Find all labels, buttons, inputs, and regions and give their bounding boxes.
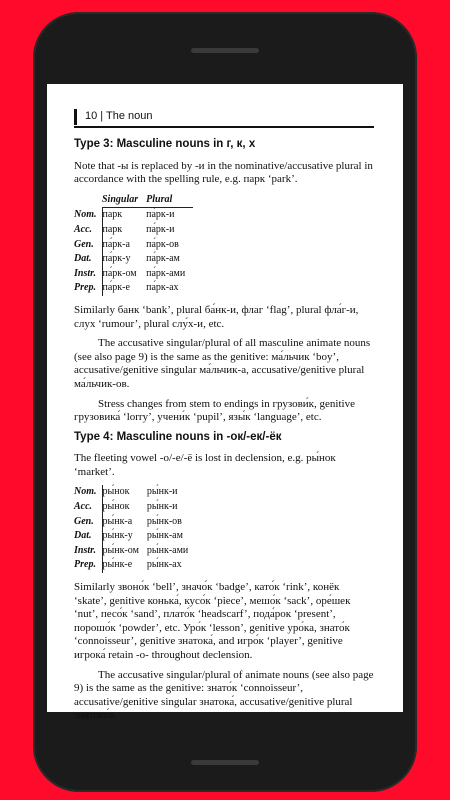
case-label: Gen.	[74, 238, 102, 253]
running-head: 10 | The noun	[85, 110, 153, 123]
plural-form: ры́нк-ов	[146, 515, 182, 527]
singular-form: ры́нок	[102, 486, 130, 498]
plural-form: ры́нк-ами	[146, 544, 189, 556]
plural-form: па́рк-ам	[146, 253, 180, 265]
table-row	[74, 500, 196, 515]
page-header	[74, 108, 374, 128]
section-4-intro: The fleeting vowel -о/-е/-ё is lost in declension, e.g. ры́нок ‘market’.	[74, 452, 336, 478]
case-label: Instr.	[74, 544, 102, 559]
case-label: Instr.	[74, 267, 102, 282]
table-row	[74, 529, 196, 544]
singular-form: ры́нк-е	[102, 559, 133, 571]
plural-form: па́рк-ами	[146, 267, 186, 279]
singular-form: па́рк-а	[102, 238, 130, 250]
singular-form: ры́нок	[102, 501, 130, 513]
case-label: Prep.	[74, 281, 102, 296]
singular-form: па́рк-ом	[102, 267, 137, 279]
section-3-para-2: The accusative singular/plural of all masculine animate nouns (see also page 9) is the same as the genitive: ма́льчик ‘boy’, accusative/genitive singular ма́льчик-а, accusative/genitive plural ма́льчик-ов.	[74, 337, 371, 390]
top-speaker	[191, 48, 259, 53]
plural-form: ры́нк-ам	[146, 530, 183, 542]
col-plural: Plural	[146, 193, 193, 208]
plural-form: па́рк-ах	[146, 282, 179, 294]
table-row	[74, 281, 193, 296]
col-singular: Singular	[102, 193, 146, 208]
plural-form: ры́нк-и	[146, 486, 178, 498]
table-row	[74, 267, 193, 282]
section-3-intro: Note that -ы is replaced by -и in the nominative/accusative plural in accordance with the spelling rule, e.g. парк ‘park’.	[74, 159, 373, 186]
section-3-title: Type 3: Masculine nouns in г, к, х	[74, 138, 256, 150]
case-label: Dat.	[74, 529, 102, 544]
table-row	[74, 208, 193, 223]
case-label: Acc.	[74, 223, 102, 238]
singular-form: ры́нк-а	[102, 515, 133, 527]
table-row	[74, 223, 193, 238]
section-4-para-1: Similarly звоно́к ‘bell’, значо́к ‘badge’, като́к ‘rink’, конёк ‘skate’, genitive конька́, кусо́к ‘piece’, мешо́к ‘sack’, оре́шек ‘nut’, песо́к ‘sand’, плато́к ‘headscarf’, пода́рок ‘present’, порошо́к ‘powder’, etc. Уро́к ‘lesson’, genitive уро́ка, знато́к ‘connoisseur’, genitive знатока́, and игро́к ‘player’, genitive игрока́ retain -o- throughout declension.	[74, 581, 351, 661]
singular-form: па́рк-у	[102, 253, 131, 265]
book-page[interactable]	[47, 84, 403, 722]
table-row	[74, 485, 196, 500]
plural-form: па́рк-и	[146, 223, 175, 235]
table-row	[74, 515, 196, 530]
singular-form: па́рк-е	[102, 282, 130, 294]
table-row	[74, 252, 193, 267]
plural-form: ры́нк-и	[146, 501, 178, 513]
case-label: Prep.	[74, 558, 102, 573]
singular-form: ры́нк-ом	[102, 544, 139, 556]
bottom-speaker	[191, 760, 259, 765]
case-label: Dat.	[74, 252, 102, 267]
declension-table-rynok	[74, 485, 197, 573]
declension-table-park	[74, 193, 193, 296]
plural-form: ры́нк-ах	[146, 559, 182, 571]
table-row	[74, 558, 196, 573]
singular-form: парк	[102, 223, 123, 235]
plural-form: па́рк-и	[146, 209, 175, 221]
case-label: Nom.	[74, 485, 102, 500]
singular-form: ры́нк-у	[102, 530, 133, 542]
plural-form: па́рк-ов	[146, 238, 179, 250]
section-3-para-1: Similarly банк ‘bank’, plural ба́нк-и, флаг ‘flag’, plural фла́г-и, слух ‘rumour’, plural слу́х-и, etc.	[74, 303, 359, 330]
table-row	[74, 544, 196, 559]
header-bar	[74, 109, 77, 125]
singular-form: парк	[102, 209, 123, 221]
section-4-para-2: The accusative singular/plural of animate nouns (see also page 9) is the same as the genitive: знато́к ‘connoisseur’, accusative/genitive singular знатока́, accusative/genitive plural знатоко́в.	[74, 668, 374, 722]
page-content	[74, 108, 374, 729]
case-label: Acc.	[74, 500, 102, 515]
case-label: Gen.	[74, 515, 102, 530]
section-3-para-3: Stress changes from stem to endings in грузови́к, genitive грузовика́ ‘lorry’, учени́к ‘pupil’, язы́к ‘language’, etc.	[74, 397, 355, 424]
case-label: Nom.	[74, 208, 102, 223]
table-row	[74, 238, 193, 253]
section-4-title: Type 4: Masculine nouns in -ок/-ек/-ёк	[74, 430, 282, 443]
